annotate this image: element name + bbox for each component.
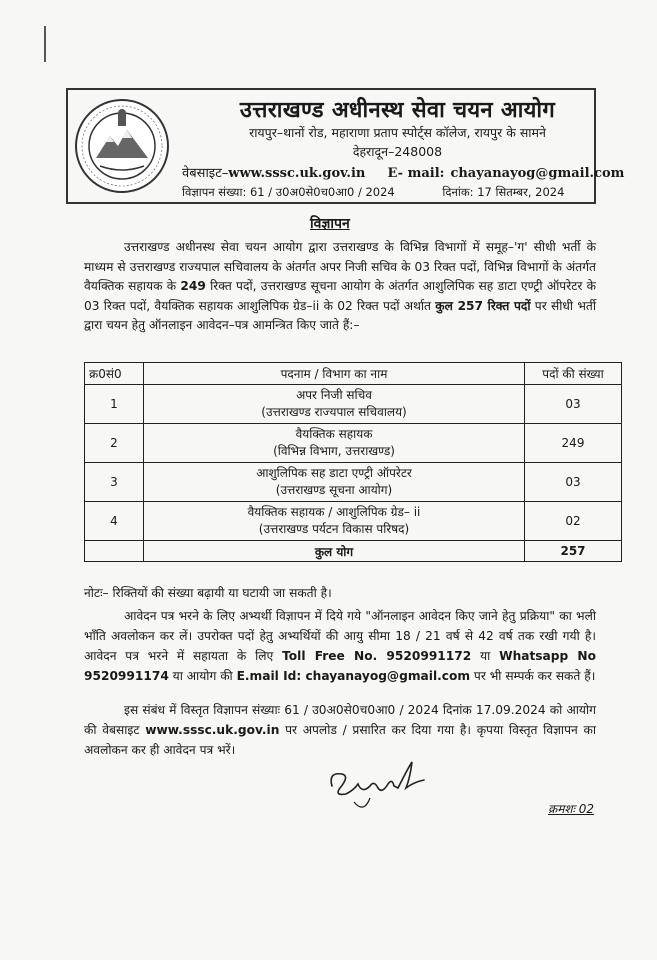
table-header-row	[85, 363, 622, 385]
total-label: कुल योग	[144, 541, 525, 562]
note-text: नोटः– रिक्तियों की संख्या बढ़ायी या घटायी जा सकती है।	[84, 586, 332, 600]
document-heading: विज्ञापन	[310, 216, 350, 232]
column-header-post: पदनाम / विभाग का नाम	[144, 363, 525, 385]
table-total-row	[85, 541, 622, 562]
column-header-serial: क्र0सं0	[85, 363, 144, 385]
total-count: 257	[525, 541, 622, 562]
table-row: 3 आशुलिपिक सह डाटा एण्ट्री ऑपरेटर (उत्तराखण्ड सूचना आयोग) 03	[85, 463, 622, 502]
website-label: वेबसाइट–	[182, 166, 229, 181]
toll-free-number: Toll Free No. 9520991172	[282, 649, 472, 663]
table-row: 2 वैयक्तिक सहायक (विभिन्न विभाग, उत्तराखण्ड) 249	[85, 424, 622, 463]
website-link-body[interactable]: www.sssc.uk.gov.in	[145, 723, 280, 737]
column-header-count: पदों की संख्या	[525, 363, 622, 385]
ad-date: दिनांक: 17 सितम्बर, 2024	[442, 185, 565, 199]
website-link[interactable]: www.sssc.uk.gov.in	[228, 166, 366, 181]
continued-marker: क्रमशः 02	[548, 802, 595, 816]
organization-city: देहरादून–248008	[352, 144, 443, 159]
contact-email: E.mail Id: chayanayog@gmail.com	[236, 669, 471, 683]
contact-line	[182, 163, 624, 181]
vacancy-table	[84, 362, 622, 562]
intro-paragraph: उत्तराखण्ड अधीनस्थ सेवा चयन आयोग द्वारा उत्तराखण्ड के विभिन्न विभागों में समूह–'ग' सीधी भर्ती के माध्यम से उत्तराखण्ड राज्यपाल सचिवालय के अंतर्गत अपर निजी सचिव के 03 रिक्त पदों, विभिन्न विभागों के अंतर्गत वैयक्तिक सहायक के 249 रिक्त पदों, उत्तराखण्ड सूचना आयोग के अंतर्गत आशुलिपिक सह डाटा एण्ट्री ऑपरेटर के 03 रिक्त पदों, वैयक्तिक सहायक आशुलिपिक ग्रेड–ii के 02 रिक्त पदों अर्थात कुल 257 रिक्त पदों पर सीधी भर्ती द्वारा चयन हेतु ऑनलाइन आवेदन–पत्र आमन्त्रित किए जाते हैं:–	[84, 240, 596, 332]
application-instructions-paragraph: आवेदन पत्र भरने के लिए अभ्यर्थी विज्ञापन में दिये गये "ऑनलाइन आवेदन किए जाने हेतु प्रक्रिया" का भली भाँति अवलोकन कर लें। उपरोक्त पदों हेतु अभ्यर्थियों की आयु सीमा 18 / 21 वर्ष से 42 वर्ष तक रखी गयी है। आवेदन पत्र भरने में सहायता के लिए Toll Free No. 9520991172 या Whatsapp No 9520991174 या आयोग की E.mail Id: chayanayog@gmail.com पर भी सम्पर्क कर सकते हैं।	[84, 609, 596, 683]
email-label: E- mail:	[387, 166, 445, 181]
signature-icon	[324, 758, 434, 818]
table-row: 4 वैयक्तिक सहायक / आशुलिपिक ग्रेड– ii (उत्तराखण्ड पर्यटन विकास परिषद) 02	[85, 502, 622, 541]
organization-title: उत्तराखण्ड अधीनस्थ सेवा चयन आयोग	[239, 97, 556, 123]
commission-seal-icon	[72, 96, 172, 196]
detailed-ad-paragraph: इस संबंध में विस्तृत विज्ञापन संख्याः 61 / उ0अ0से0च0आ0 / 2024 दिनांक 17.09.2024 को आयोग की वेबसाइट www.sssc.uk.gov.in पर अपलोड / प्रसारित कर दिया गया है। कृपया विस्तृत विज्ञापन का अवलोकन कर ही आवेदन पत्र भरें।	[84, 703, 596, 757]
scan-mark	[44, 26, 46, 62]
email-link[interactable]: chayanayog@gmail.com	[450, 166, 625, 181]
reference-line	[182, 185, 564, 200]
table-row: 1 अपर निजी सचिव (उत्तराखण्ड राज्यपाल सचिवालय) 03	[85, 385, 622, 424]
ad-number: विज्ञापन संख्या: 61 / उ0अ0से0च0आ0 / 2024	[182, 185, 395, 199]
organization-address: रायपुर–थानों रोड, महाराणा प्रताप स्पोर्ट्स कॉलेज, रायपुर के सामने	[249, 125, 546, 140]
whatsapp-number: Whatsapp No 9520991174	[84, 649, 596, 683]
